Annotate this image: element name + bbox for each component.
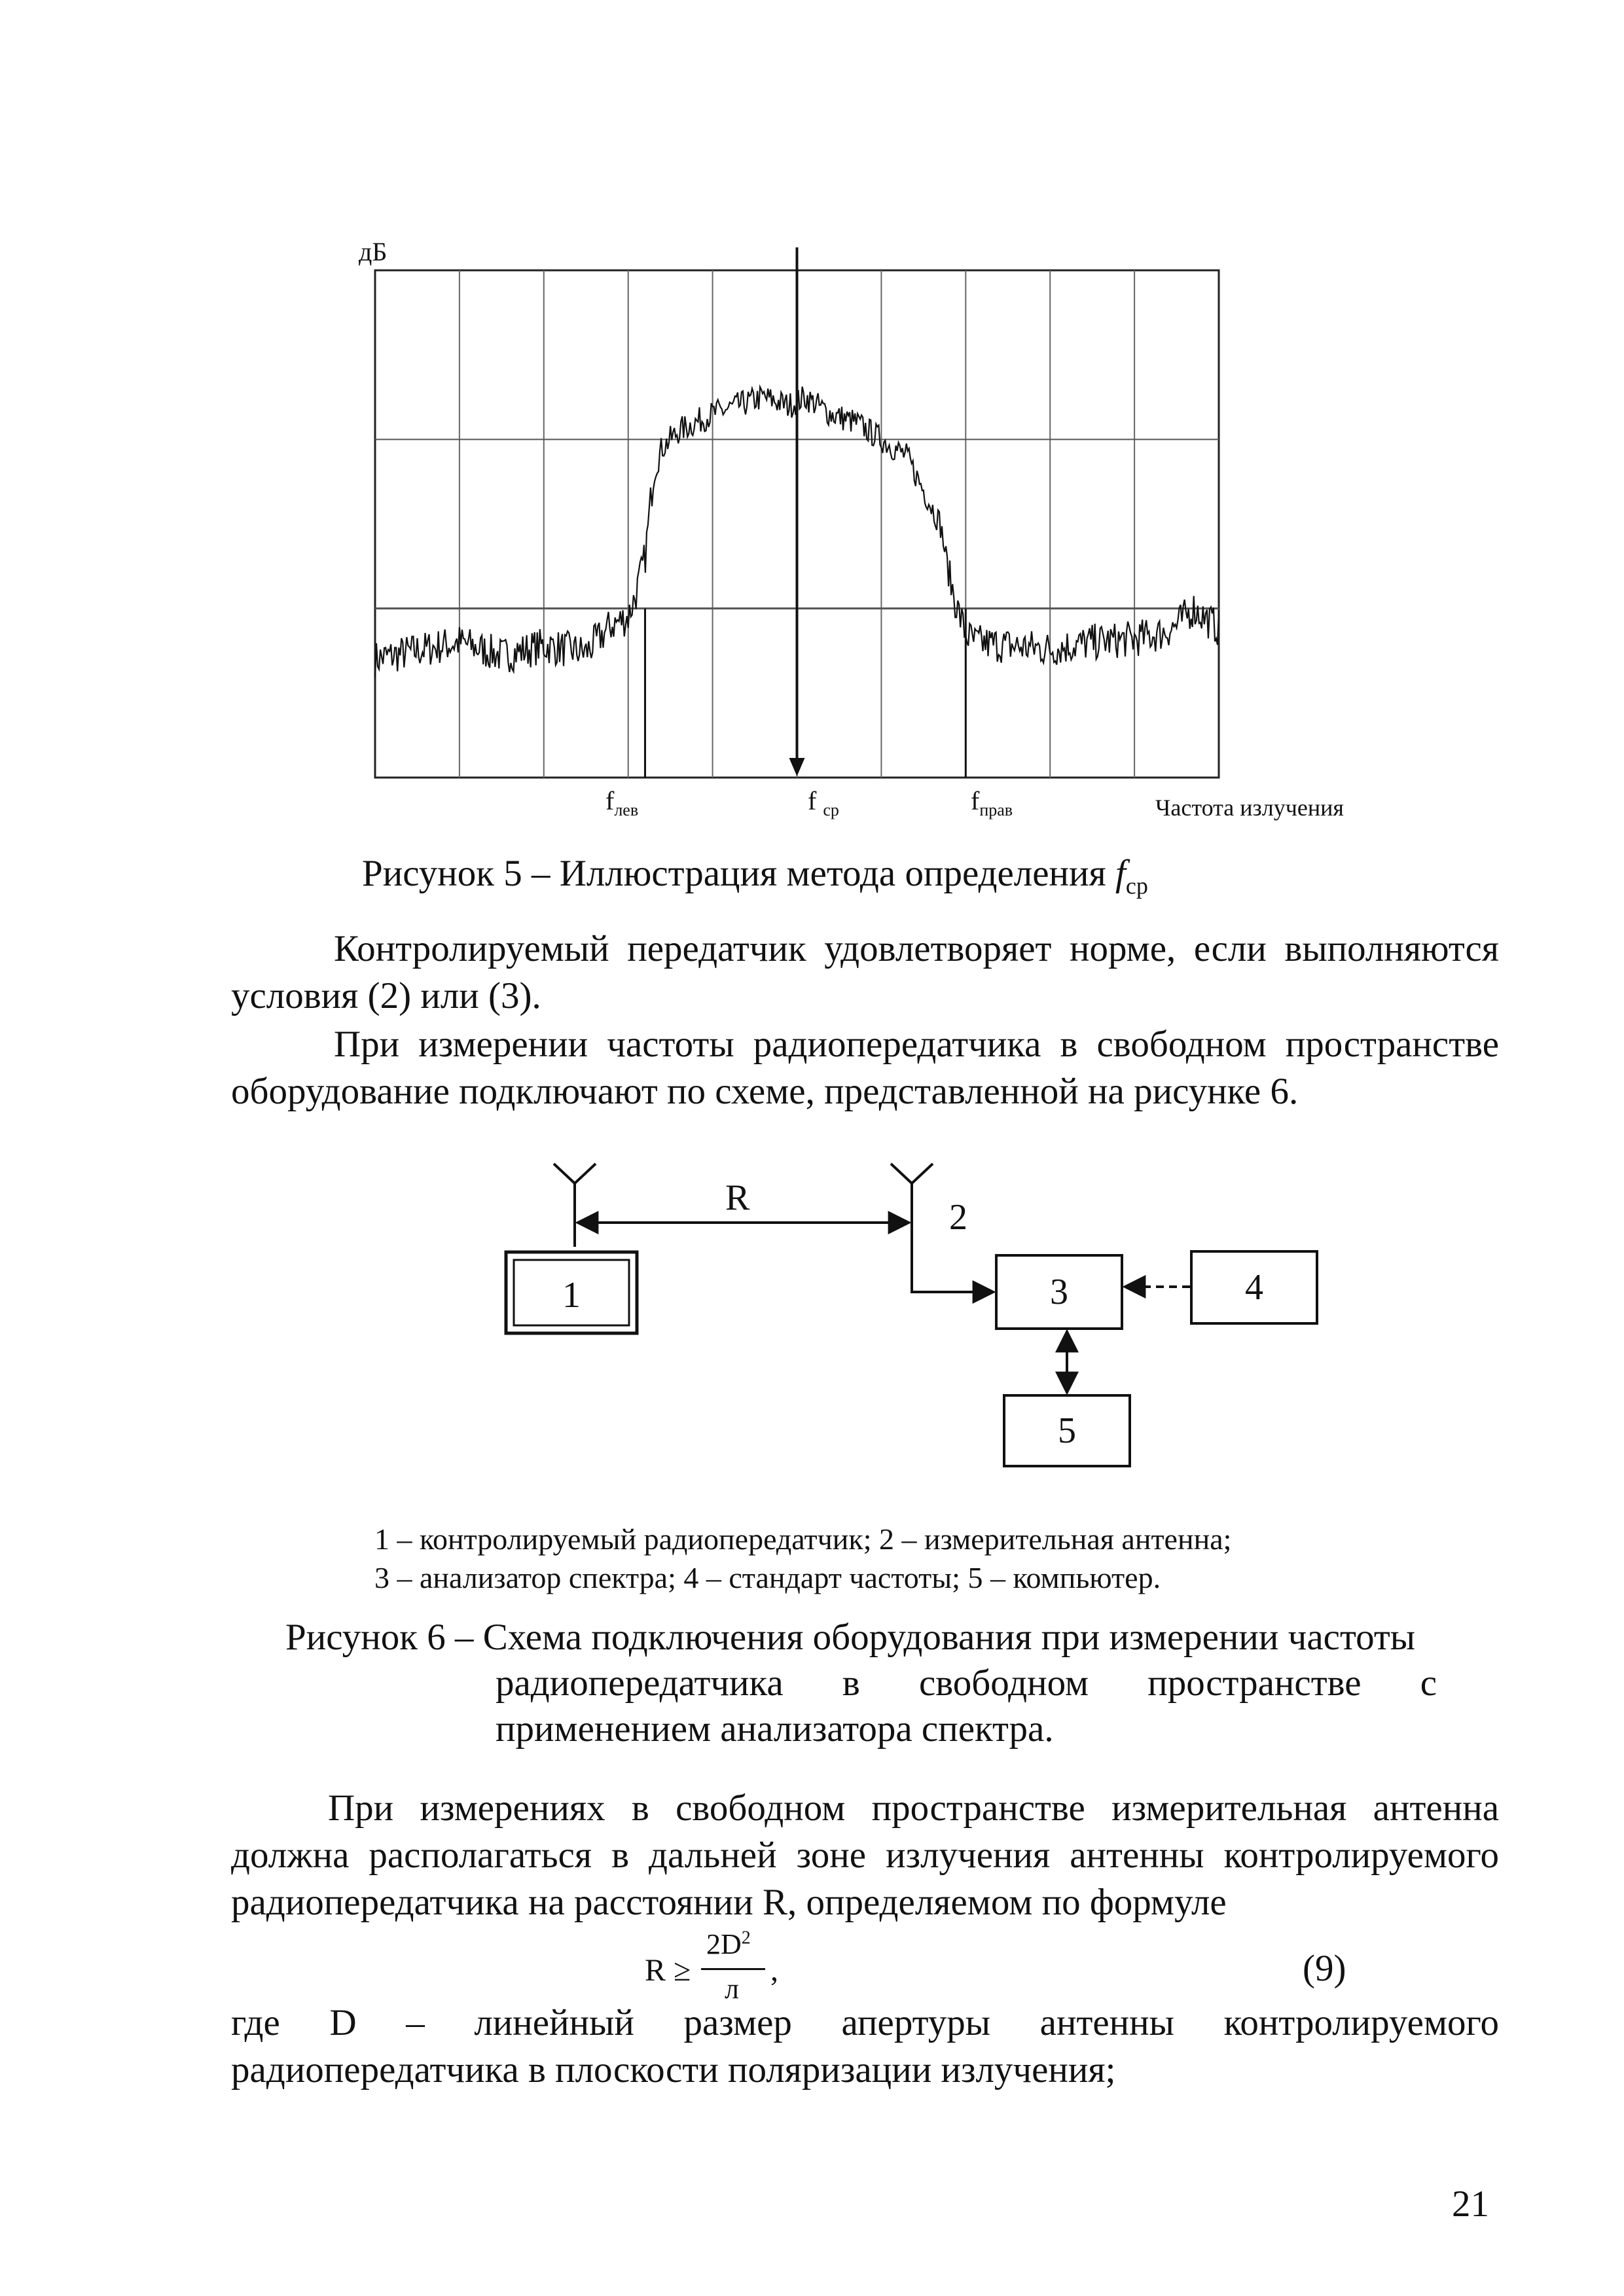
figure5-caption-symbol: f	[1115, 853, 1126, 894]
marker-label-f-right	[971, 785, 1013, 820]
figure6-diagram	[0, 1139, 1624, 1492]
distance-label: R	[725, 1177, 750, 1218]
marker-f-right-sub: прав	[979, 800, 1013, 819]
marker-f-left-sub: лев	[614, 800, 639, 819]
formula-numerator	[706, 1928, 751, 1961]
page-number: 21	[1452, 2183, 1489, 2225]
antenna-to-analyzer-line	[912, 1289, 994, 1292]
chart-markers-group	[645, 247, 965, 778]
block-4-label: 4	[1245, 1267, 1263, 1308]
formula-lhs: R ≥	[645, 1953, 691, 1988]
figure5-caption	[362, 851, 1148, 908]
marker-label-f-left	[605, 785, 638, 820]
figure6-caption-line2: радиопередатчика в свободном пространстве с	[496, 1662, 1437, 1704]
paragraph-4-line1: где D – линейный размер апертуры антенны контролируемого	[231, 2002, 1499, 2043]
formula-denominator: л	[725, 1973, 739, 2005]
figure6-legend-line2: 3 – анализатор спектра; 4 – стандарт частоты; 5 – компьютер.	[374, 1561, 1161, 1594]
marker-f-center-sub: ср	[823, 800, 839, 819]
marker-f-right-name: f	[971, 786, 980, 816]
formula-exponent: 2	[741, 1928, 751, 1948]
paragraph-1: Контролируемый передатчик удовлетворяет норме, если выполняются условия (2) или (3).	[231, 928, 1499, 1016]
antenna-number-label: 2	[949, 1197, 967, 1238]
marker-f-center-name: f	[808, 786, 823, 816]
figure6-caption-line1: Рисунок 6 – Схема подключения оборудования при измерении частоты	[285, 1617, 1416, 1658]
formula-trailing-comma: ,	[770, 1953, 778, 1988]
paragraph-3: При измерениях в свободном пространстве измерительная антенна должна располагаться в дальней зоне излучения антенны контролируемого радиопередатчика на расстоянии R, определяемом по формуле	[231, 1787, 1499, 1923]
x-axis-label: Частота излучения	[1155, 795, 1344, 821]
paragraph-2: При измерении частоты радиопередатчика в свободном пространстве оборудование подключают по схеме, представленной на рисунке 6.	[231, 1024, 1499, 1112]
block-3-label: 3	[1050, 1272, 1068, 1312]
figure6-caption-line3: применением анализатора спектра.	[496, 1708, 1054, 1749]
formula-fraction-bar	[701, 1968, 765, 1970]
y-axis-label: дБ	[359, 237, 388, 266]
figure5-spectrum-chart	[0, 0, 1624, 916]
marker-f-left-name: f	[605, 786, 615, 816]
block-5-label: 5	[1058, 1410, 1076, 1451]
figure5-caption-text: Рисунок 5 – Иллюстрация метода определения	[362, 853, 1116, 894]
formula-numerator-base: 2D	[706, 1928, 742, 1960]
formula-number: (9)	[1303, 1948, 1346, 1989]
measuring-antenna-icon	[891, 1164, 933, 1289]
figure5-caption-sub: ср	[1125, 872, 1148, 899]
transmitter-antenna-icon	[554, 1164, 596, 1247]
marker-label-f-center	[808, 785, 839, 820]
figure6-legend-line1: 1 – контролируемый радиопередатчик; 2 – измерительная антенна;	[374, 1522, 1232, 1556]
block-1-label: 1	[562, 1275, 581, 1316]
paragraph-4-line2: радиопередатчика в плоскости поляризации излучения;	[231, 2049, 1116, 2090]
f-center-arrow-head	[789, 758, 805, 776]
